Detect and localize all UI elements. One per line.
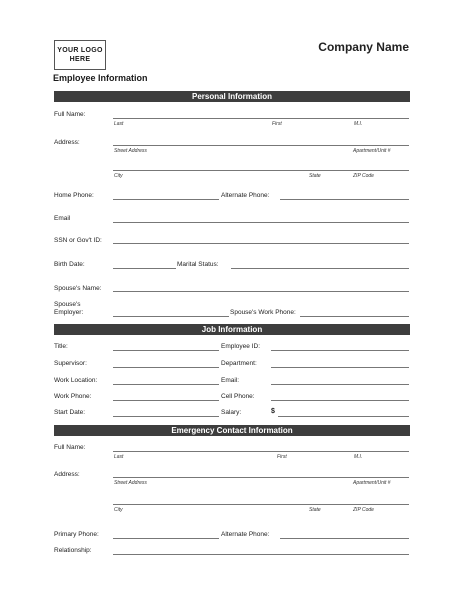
- relationship-label: Relationship:: [54, 547, 92, 554]
- emergency-last-name-caption: Last: [114, 454, 124, 460]
- email-field[interactable]: [113, 222, 409, 223]
- spouse-employer-field[interactable]: [113, 316, 229, 317]
- emergency-full-name-field[interactable]: [113, 451, 409, 452]
- work-phone-label: Work Phone:: [54, 393, 92, 400]
- birth-date-label: Birth Date:: [54, 261, 85, 268]
- currency-symbol: $: [271, 408, 275, 415]
- emergency-apartment-caption: Apartment/Unit #: [353, 480, 391, 486]
- supervisor-label: Supervisor:: [54, 360, 87, 367]
- emergency-city-caption: City: [114, 507, 123, 513]
- department-field[interactable]: [271, 367, 409, 368]
- spouse-name-label: Spouse's Name:: [54, 285, 102, 292]
- department-label: Department:: [221, 360, 257, 367]
- home-phone-label: Home Phone:: [54, 192, 94, 199]
- emergency-middle-initial-caption: M.I.: [354, 454, 363, 460]
- emergency-alternate-phone-label: Alternate Phone:: [221, 531, 270, 538]
- emergency-address-label: Address:: [54, 471, 80, 478]
- address-label: Address:: [54, 139, 80, 146]
- primary-phone-field[interactable]: [113, 538, 219, 539]
- spouse-work-phone-field[interactable]: [300, 316, 409, 317]
- relationship-field[interactable]: [113, 554, 409, 555]
- title-label: Title:: [54, 343, 68, 350]
- primary-phone-label: Primary Phone:: [54, 531, 99, 538]
- ssn-field[interactable]: [113, 243, 409, 244]
- emergency-alternate-phone-field[interactable]: [280, 538, 409, 539]
- city-caption: City: [114, 173, 123, 179]
- zip-caption: ZIP Code: [353, 173, 374, 179]
- spouse-employer-label: Spouse's Employer:: [54, 301, 84, 316]
- section-header-emergency: Emergency Contact Information: [54, 425, 410, 436]
- street-address-caption: Street Address: [114, 148, 147, 154]
- spouse-work-phone-label: Spouse's Work Phone:: [230, 309, 296, 316]
- emergency-zip-caption: ZIP Code: [353, 507, 374, 513]
- emergency-street-address-caption: Street Address: [114, 480, 147, 486]
- state-caption: State: [309, 173, 321, 179]
- marital-status-label: Marital Status:: [177, 261, 219, 268]
- company-name: Company Name: [318, 40, 409, 54]
- street-address-field[interactable]: [113, 145, 409, 146]
- employee-id-label: Employee ID:: [221, 343, 261, 350]
- start-date-label: Start Date:: [54, 409, 86, 416]
- emergency-first-name-caption: First: [277, 454, 287, 460]
- birth-date-field[interactable]: [113, 268, 176, 269]
- spouse-name-field[interactable]: [113, 291, 409, 292]
- alternate-phone-field[interactable]: [280, 199, 409, 200]
- title-field[interactable]: [113, 350, 219, 351]
- employee-id-field[interactable]: [271, 350, 409, 351]
- first-name-caption: First: [272, 121, 282, 127]
- marital-status-field[interactable]: [231, 268, 409, 269]
- salary-label: Salary:: [221, 409, 242, 416]
- emergency-street-address-field[interactable]: [113, 477, 409, 478]
- supervisor-field[interactable]: [113, 367, 219, 368]
- cell-phone-field[interactable]: [271, 400, 409, 401]
- work-email-field[interactable]: [271, 384, 409, 385]
- middle-initial-caption: M.I.: [354, 121, 363, 127]
- salary-field[interactable]: [278, 416, 409, 417]
- emergency-state-caption: State: [309, 507, 321, 513]
- home-phone-field[interactable]: [113, 199, 219, 200]
- full-name-label: Full Name:: [54, 111, 86, 118]
- email-label: Email: [54, 215, 71, 222]
- work-location-label: Work Location:: [54, 377, 98, 384]
- work-location-field[interactable]: [113, 384, 219, 385]
- work-phone-field[interactable]: [113, 400, 219, 401]
- form-title: Employee Information: [53, 73, 148, 83]
- last-name-caption: Last: [114, 121, 124, 127]
- emergency-city-state-zip-field[interactable]: [113, 504, 409, 505]
- alternate-phone-label: Alternate Phone:: [221, 192, 270, 199]
- company-logo-placeholder: YOUR LOGO HERE: [54, 40, 106, 70]
- full-name-field[interactable]: [113, 118, 409, 119]
- apartment-caption: Apartment/Unit #: [353, 148, 391, 154]
- emergency-full-name-label: Full Name:: [54, 444, 86, 451]
- cell-phone-label: Cell Phone:: [221, 393, 255, 400]
- section-header-job: Job Information: [54, 324, 410, 335]
- work-email-label: Email:: [221, 377, 240, 384]
- ssn-label: SSN or Gov't ID:: [54, 237, 102, 244]
- start-date-field[interactable]: [113, 416, 219, 417]
- section-header-personal: Personal Information: [54, 91, 410, 102]
- city-state-zip-field[interactable]: [113, 170, 409, 171]
